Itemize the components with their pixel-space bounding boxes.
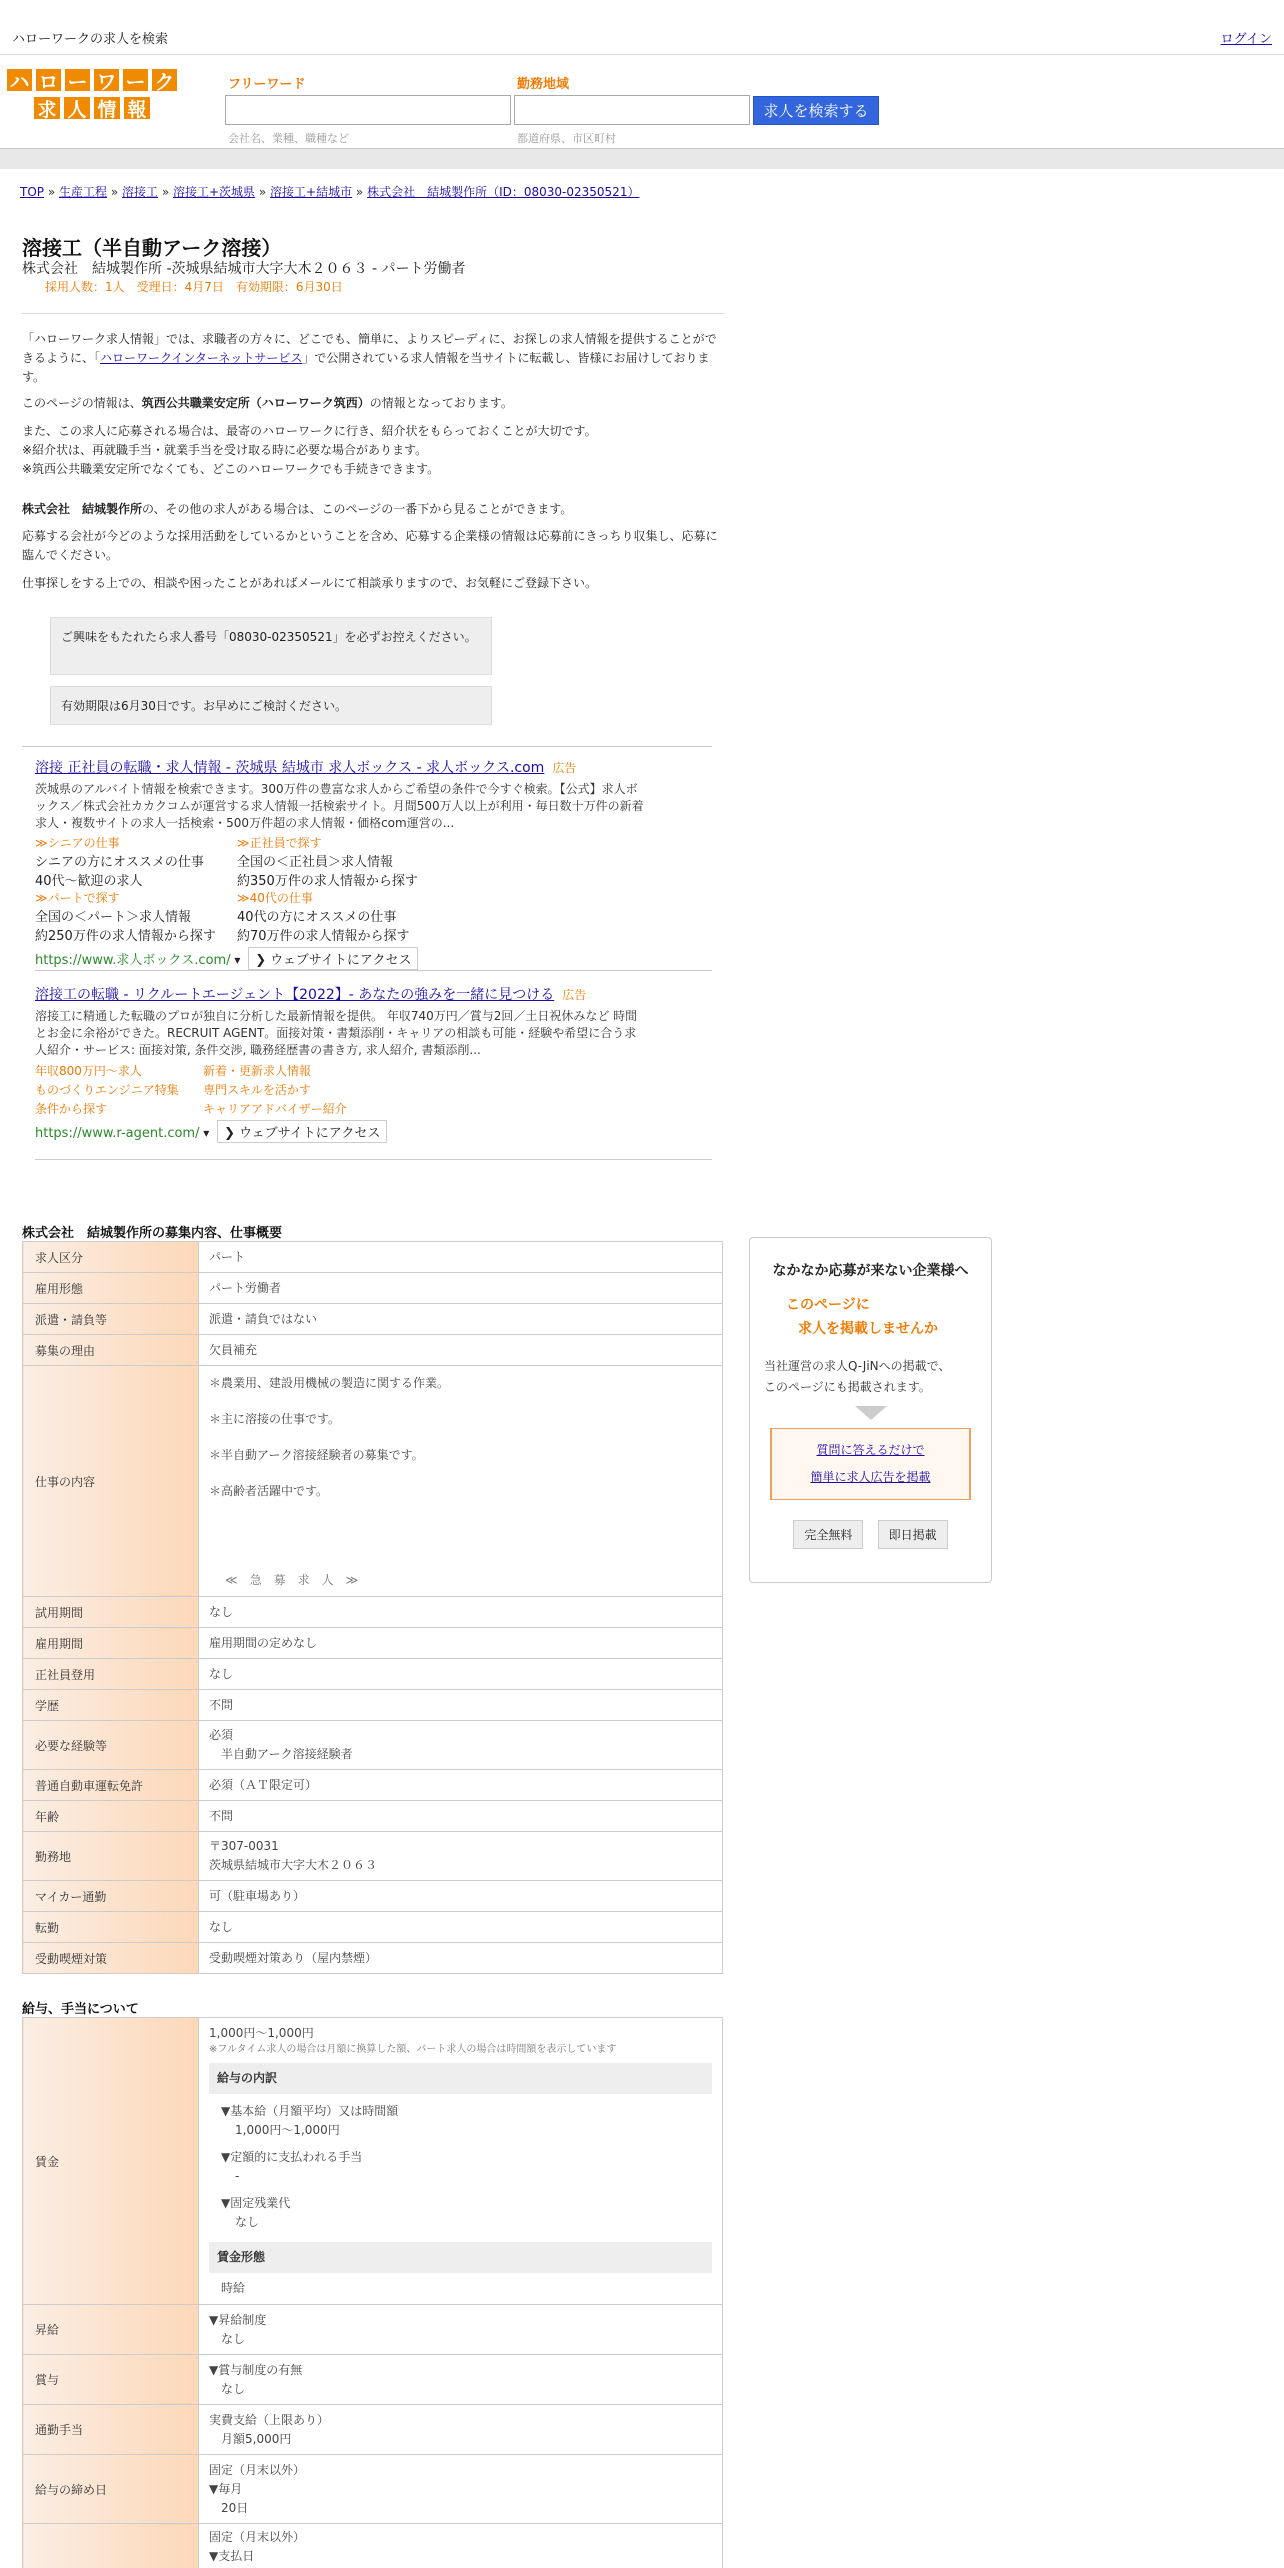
source-paragraph bbox=[22, 394, 722, 413]
row-label: 派遣・請負等 bbox=[23, 1304, 199, 1335]
ad-url[interactable]: https://www.r-agent.com/ bbox=[35, 1126, 200, 1141]
value-line: 固定（月末以外） bbox=[209, 2462, 306, 2477]
table-row bbox=[23, 1335, 723, 1366]
site-logo[interactable] bbox=[4, 67, 180, 127]
breadcrumb-category[interactable]: 生産工程 bbox=[59, 185, 108, 199]
row-label: 必要な経験等 bbox=[23, 1721, 199, 1770]
table-row bbox=[23, 1597, 723, 1628]
table-row bbox=[23, 1912, 723, 1943]
table-row bbox=[23, 2018, 723, 2305]
job-number-note: ご興味をもたれたら求人番号「08030-02350521」を必ずお控えください。 bbox=[50, 617, 492, 675]
ad-description: 茨城県のアルバイト情報を検索できます。300万件の豊富な求人からご希望の条件で今すぐ検索。【公式】求人ボックス／株式会社カカクコムが運営する求人情報一括検索サイト。月間500万人以上が利用・毎日数十万件の新着求人・複数サイトの求人一括検索・500万件超の求人情報・価格com運営の... bbox=[35, 782, 644, 830]
divider bbox=[22, 313, 725, 314]
advertise-pitch: 求人を掲載しませんか bbox=[798, 1321, 938, 1337]
header-divider bbox=[0, 148, 1284, 169]
logo-char: ー bbox=[63, 67, 92, 93]
row-label: 求人区分 bbox=[23, 1242, 199, 1273]
row-value: 派遣・請負ではない bbox=[199, 1304, 723, 1335]
salary-section-title: 給与、手当について bbox=[22, 2002, 139, 2017]
logo-char: ー bbox=[121, 67, 150, 93]
row-label: 普通自動車運転免許 bbox=[23, 1770, 199, 1801]
row-label: 賃金 bbox=[23, 2018, 199, 2305]
research-paragraph: 応募する会社が今どのような採用活動をしているかということを含め、応募する企業様の情報は応募前にきっちり収集し、応募に臨んでください。 bbox=[22, 529, 718, 562]
table-row bbox=[23, 2405, 723, 2455]
company-name: 株式会社 結城製作所 bbox=[22, 502, 143, 516]
ad-sitelink-desc: 約350万件の求人情報から探す bbox=[237, 874, 418, 889]
intro-text: 」で公開されている求人情報を当サイトに転載し、皆様にお届けしております。 bbox=[22, 351, 710, 384]
ad-sitelink-desc: 全国の＜正社員＞求人情報 bbox=[237, 855, 394, 870]
table-row bbox=[23, 1690, 723, 1721]
salary-item-value: なし bbox=[235, 2215, 260, 2229]
consult-paragraph: 仕事探しをする上での、相談や困ったことがあればメールにて相談承りますので、お気軽にご登録下さい。 bbox=[22, 576, 598, 590]
salary-item: ▼定額的に支払われる手当 bbox=[221, 2150, 363, 2164]
ad-block: 溶接 正社員の転職・求人情報 - 茨城県 結城市 求人ボックス - 求人ボックス.com 広告 茨城県のアルバイト情報を検索できます。300万件の豊富な求人からご希望の条件で今すぐ検索。【公式】求人ボックス／株式会社カカクコムが運営する求人情報一括検索サイト。月間500万人以上が利用・毎日数十万件の新着求人・複数サイトの求人一括検索・500万件超の求人情報・価格com運営の... ≫シニアの仕事 シニアの方にオススメの仕事 40代～歓迎の求人 ≫パートで探す 全国の＜パート＞求人情報 約250万件の求人情報から探す ≫正社員で探す 全国の＜正社員＞求人情報 約350万件の求人情報から探す ≫40代の仕事 40代の方にオススメの仕事 約70万件の求人情報から探す https://www.求人ボックス.com/ ▾ ❯ ウェブサイトにアクセス bbox=[35, 757, 725, 970]
table-row bbox=[23, 1304, 723, 1335]
value-line: なし bbox=[209, 2381, 246, 2396]
value-line: なし bbox=[209, 2331, 246, 2346]
row-label: 募集の理由 bbox=[23, 1335, 199, 1366]
logo-char: 求 bbox=[32, 95, 62, 121]
ad-visit-button[interactable]: ❯ ウェブサイトにアクセス bbox=[217, 1120, 387, 1143]
expiry-note: 有効期限は6月30日です。お早めにご検討ください。 bbox=[50, 686, 492, 725]
same-day-badge[interactable]: 即日掲載 bbox=[878, 1520, 948, 1549]
table-row bbox=[23, 2455, 723, 2524]
job-content-value bbox=[199, 1366, 723, 1597]
row-label: 給与の締め日 bbox=[23, 2455, 199, 2524]
ad-sitelink[interactable]: ≫シニアの仕事 bbox=[35, 836, 120, 850]
value-line: 必須 bbox=[209, 1728, 234, 1742]
ad-sitelink-desc: 40代～歓迎の求人 bbox=[35, 874, 143, 889]
urgent-label: ≪ 急 募 求 人 ≫ bbox=[225, 1573, 359, 1587]
application-notes bbox=[22, 422, 722, 479]
salary-item: ▼基本給（月額平均）又は時間額 bbox=[221, 2104, 399, 2118]
arrow-down-icon bbox=[855, 1406, 887, 1420]
intro-paragraph bbox=[22, 330, 722, 387]
row-value: 可（駐車場あり） bbox=[199, 1881, 723, 1912]
ad-sitelink-desc: シニアの方にオススメの仕事 bbox=[35, 855, 204, 870]
other-jobs-text: の、その他の求人がある場合は、このページの一番下から見ることができます。 bbox=[142, 502, 573, 516]
job-meta: 採用人数：1人 受理日：4月7日 有効期限：6月30日 bbox=[45, 280, 343, 294]
breadcrumb-company[interactable]: 株式会社 結城製作所（ID：08030-02350521） bbox=[367, 185, 640, 199]
page-title: 溶接工（半自動アーク溶接） bbox=[22, 236, 282, 260]
row-label: 正社員登用 bbox=[23, 1659, 199, 1690]
ad-link[interactable]: キャリアアドバイザー紹介 bbox=[203, 1102, 347, 1116]
salary-item-value: 1,000円〜1,000円 bbox=[235, 2123, 340, 2137]
value-line: 茨城県結城市大字大木２０６３ bbox=[209, 1858, 378, 1872]
row-value: 不問 bbox=[199, 1801, 723, 1832]
ad-sitelink-col bbox=[237, 834, 457, 944]
breadcrumb-city[interactable]: 溶接工+結城市 bbox=[270, 185, 353, 199]
freeword-hint: 会社名、業種、職種など bbox=[228, 132, 349, 145]
job-content-line: ＊半自動アーク溶接経験者の募集です。 bbox=[209, 1448, 424, 1462]
area-label: 勤務地域 bbox=[517, 77, 570, 92]
note-line: ※紹介状は、再就職手当・就業手当を受け取る時に必要な場合があります。 bbox=[22, 443, 428, 457]
job-content-line: ＊主に溶接の仕事です。 bbox=[209, 1412, 341, 1426]
row-label: 転勤 bbox=[23, 1912, 199, 1943]
ad-visit-label: ウェブサイトにアクセス bbox=[270, 953, 412, 968]
ad-link[interactable]: 専門スキルを活かす bbox=[203, 1083, 311, 1097]
job-subtitle: 株式会社 結城製作所 -茨城県結城市大字大木２０６３ - パート労働者 bbox=[22, 261, 466, 277]
value-line: ▼賞与制度の有無 bbox=[209, 2362, 303, 2377]
row-value: パート労働者 bbox=[199, 1273, 723, 1304]
ad-description: 溶接工に精通した転職のプロが独自に分析した最新情報を提供。 年収740万円／賞与2回／土日祝休みなど 時間とお金に余裕ができた。RECRUIT AGENT。面接対策・書類添削・キャリアの相談も可能・経験や希望に合う求人紹介・サービス: 面接対策, 条件交渉, 職務経歴書の書き方, 求人紹介, 書類添削... bbox=[35, 1009, 638, 1057]
table-row bbox=[23, 2524, 723, 2568]
table-row bbox=[23, 2305, 723, 2355]
row-value: なし bbox=[199, 1912, 723, 1943]
row-label: 仕事の内容 bbox=[23, 1366, 199, 1597]
row-label: 通勤手当 bbox=[23, 2405, 199, 2455]
ad-visit-label: ウェブサイトにアクセス bbox=[239, 1126, 381, 1141]
ad-links bbox=[35, 1062, 725, 1119]
row-value: 受動喫煙対策あり（屋内禁煙） bbox=[199, 1943, 723, 1974]
logo-char: ハ bbox=[5, 67, 34, 93]
ad-sitelink[interactable]: ≫正社員で探す bbox=[237, 836, 322, 850]
ad-sitelink-col bbox=[35, 834, 237, 944]
ad-link[interactable]: 条件から探す bbox=[35, 1102, 108, 1116]
row-label: 勤務地 bbox=[23, 1832, 199, 1881]
freeword-input[interactable] bbox=[225, 95, 511, 125]
hellowork-internet-link[interactable]: ハローワークインターネットサービス bbox=[100, 351, 303, 365]
row-label: 雇用期間 bbox=[23, 1628, 199, 1659]
salary-form-heading: 賃金形態 bbox=[209, 2242, 712, 2273]
advertise-heading: なかなか応募が来ない企業様へ bbox=[772, 1263, 969, 1279]
table-row bbox=[23, 1659, 723, 1690]
job-detail-table bbox=[22, 1241, 723, 1974]
advertise-links bbox=[770, 1428, 971, 1500]
ad-visit-button[interactable]: ❯ ウェブサイトにアクセス bbox=[248, 947, 418, 970]
divider bbox=[22, 746, 712, 747]
other-jobs-paragraph bbox=[22, 500, 722, 519]
row-value bbox=[199, 2405, 723, 2455]
ad-links-col bbox=[203, 1062, 403, 1119]
value-line: ▼昇給制度 bbox=[209, 2312, 267, 2327]
table-row bbox=[23, 1721, 723, 1770]
value-line: 月額5,000円 bbox=[209, 2431, 292, 2446]
ad-title-link[interactable]: 溶接工の転職 - リクルートエージェント【2022】- あなたの強みを一緒に見つける bbox=[35, 987, 555, 1003]
logo-char: 情 bbox=[92, 95, 122, 121]
table-row bbox=[23, 1242, 723, 1273]
salary-table bbox=[22, 2017, 723, 2568]
ad-link[interactable]: ものづくりエンジニア特集 bbox=[35, 1083, 179, 1097]
row-value: 不問 bbox=[199, 1690, 723, 1721]
breadcrumb-prefecture[interactable]: 溶接工+茨城県 bbox=[173, 185, 256, 199]
ad-sitelink-desc: 約250万件の求人情報から探す bbox=[35, 929, 216, 944]
row-value: パート bbox=[199, 1242, 723, 1273]
ad-title-link[interactable]: 溶接 正社員の転職・求人情報 - 茨城県 結城市 求人ボックス - 求人ボックス.com bbox=[35, 760, 545, 776]
row-value bbox=[199, 2355, 723, 2405]
detail-section-title: 株式会社 結城製作所の募集内容、仕事概要 bbox=[22, 1226, 283, 1241]
ad-sitelink-desc: 40代の方にオススメの仕事 bbox=[237, 910, 397, 925]
breadcrumb-top[interactable]: TOP bbox=[20, 185, 45, 199]
free-badge[interactable]: 完全無料 bbox=[793, 1520, 863, 1549]
logo-char: ロ bbox=[34, 67, 63, 93]
row-value bbox=[199, 2455, 723, 2524]
advertise-description-line: このページにも掲載されます。 bbox=[764, 1380, 931, 1394]
row-label: 学歴 bbox=[23, 1690, 199, 1721]
table-row bbox=[23, 1770, 723, 1801]
divider bbox=[35, 970, 712, 971]
ad-url[interactable]: https://www.求人ボックス.com/ bbox=[35, 953, 231, 968]
value-line: 実費支給（上限あり） bbox=[209, 2412, 330, 2427]
row-value bbox=[199, 2305, 723, 2355]
row-value: なし bbox=[199, 1597, 723, 1628]
table-row bbox=[23, 1881, 723, 1912]
table-row bbox=[23, 1832, 723, 1881]
job-content-line: ＊高齢者活躍中です。 bbox=[209, 1484, 329, 1498]
note-line: ※筑西公共職業安定所でなくても、どこのハローワークでも手続きできます。 bbox=[22, 462, 440, 476]
table-row bbox=[23, 1273, 723, 1304]
row-value bbox=[199, 2524, 723, 2568]
value-line: 半自動アーク溶接経験者 bbox=[209, 1747, 353, 1761]
advertise-description bbox=[764, 1356, 991, 1398]
ad-sitelink-desc: 約70万件の求人情報から探す bbox=[237, 929, 410, 944]
ad-link[interactable]: 新着・更新求人情報 bbox=[203, 1064, 312, 1078]
login-link[interactable]: ログイン bbox=[1220, 32, 1272, 47]
ad-block: 溶接工の転職 - リクルートエージェント【2022】- あなたの強みを一緒に見つける 広告 溶接工に精通した転職のプロが独自に分析した最新情報を提供。 年収740万円／賞与2回／土日祝休みなど 時間とお金に余裕ができた。RECRUIT AGENT。面接対策・書類添削・キャリアの相談も可能・経験や希望に合う求人紹介・サービス: 面接対策, 条件交渉, 職務経歴書の書き方, 求人紹介, 書類添削... 年収800万円～求人 ものづくりエンジニア特集 条件から探す 新着・更新求人情報 専門スキルを活かす キャリアアドバイザー紹介 https://www.r-agent.com/ ▾ ❯ ウェブサイトにアクセス bbox=[35, 984, 725, 1143]
logo-char: 人 bbox=[62, 95, 92, 121]
freeword-label: フリーワード bbox=[228, 77, 306, 92]
ad-links-col bbox=[35, 1062, 203, 1119]
row-value: なし bbox=[199, 1659, 723, 1690]
breadcrumb-job[interactable]: 溶接工 bbox=[122, 185, 159, 199]
row-value: 欠員補充 bbox=[199, 1335, 723, 1366]
value-line: 固定（月末以外） bbox=[209, 2530, 306, 2544]
row-value bbox=[199, 1832, 723, 1881]
ad-sitelink[interactable]: ≫40代の仕事 bbox=[237, 891, 313, 905]
ad-sitelinks bbox=[35, 834, 725, 944]
ad-sitelink[interactable]: ≫パートで探す bbox=[35, 891, 120, 905]
logo-char: ワ bbox=[92, 67, 121, 93]
advertise-description-line: 当社運営の求人Q-JiNへの掲載で、 bbox=[764, 1359, 951, 1373]
row-label: 年齢 bbox=[23, 1801, 199, 1832]
salary-breakdown-heading: 給与の内訳 bbox=[209, 2063, 712, 2094]
ad-tag: 広告 bbox=[552, 761, 577, 775]
intro-text: 「ハローワーク求人情報」では、求職者の方々に、どこでも、簡単に、よりスピーディに、お探しの求人情報を提供することができるように、「 bbox=[22, 332, 717, 365]
divider bbox=[35, 1159, 712, 1160]
salary-item: ▼固定残業代 bbox=[221, 2196, 291, 2210]
table-row bbox=[23, 1801, 723, 1832]
row-label: 試用期間 bbox=[23, 1597, 199, 1628]
row-label: 受動喫煙対策 bbox=[23, 1943, 199, 1974]
row-label: 雇用形態 bbox=[23, 1273, 199, 1304]
source-text: このページの情報は、 bbox=[22, 396, 142, 410]
salary-value bbox=[199, 2018, 723, 2305]
value-line: 〒307-0031 bbox=[209, 1839, 279, 1853]
row-label: マイカー通勤 bbox=[23, 1881, 199, 1912]
logo-char: ク bbox=[150, 67, 179, 93]
advertise-badges bbox=[750, 1520, 991, 1549]
salary-range: 1,000円〜1,000円 bbox=[209, 2026, 314, 2040]
advertise-box bbox=[749, 1237, 992, 1583]
job-content-line: ＊農業用、建設用機械の製造に関する作業。 bbox=[209, 1376, 450, 1390]
value-line: ▼毎月 bbox=[209, 2481, 243, 2496]
search-button[interactable]: 求人を検索する bbox=[753, 96, 879, 125]
salary-form-value: 時給 bbox=[221, 2281, 246, 2295]
logo-char: 報 bbox=[122, 95, 152, 121]
area-hint: 都道府県、市区町村 bbox=[517, 132, 616, 145]
ad-sitelink-desc: 全国の＜パート＞求人情報 bbox=[35, 910, 192, 925]
salary-note: ※フルタイム求人の場合は月額に換算した額、パート求人の場合は時間額を表示しています bbox=[209, 2044, 617, 2055]
site-name: ハローワークの求人を検索 bbox=[12, 32, 169, 47]
area-input[interactable] bbox=[514, 95, 750, 125]
table-row bbox=[23, 1628, 723, 1659]
ad-tag: 広告 bbox=[562, 988, 587, 1002]
row-value: 必須（ＡＴ限定可） bbox=[199, 1770, 723, 1801]
source-office: 筑西公共職業安定所（ハローワーク筑西） bbox=[141, 396, 370, 410]
note-line: また、この求人に応募される場合は、最寄のハローワークに行き、紹介状をもらっておくことが大切です。 bbox=[22, 424, 597, 438]
value-line: ▼支払日 bbox=[209, 2549, 255, 2563]
source-text: の情報となっております。 bbox=[369, 396, 513, 410]
advertise-link[interactable]: 質問に答えるだけで bbox=[816, 1443, 925, 1457]
row-value: 雇用期間の定めなし bbox=[199, 1628, 723, 1659]
value-line: 20日 bbox=[209, 2500, 249, 2515]
salary-item-value: - bbox=[235, 2169, 240, 2183]
row-value bbox=[199, 1721, 723, 1770]
row-label bbox=[23, 2524, 199, 2568]
advertise-pitch: このページに bbox=[786, 1297, 870, 1313]
table-row bbox=[23, 1943, 723, 1974]
advertise-link[interactable]: 簡単に求人広告を掲載 bbox=[810, 1470, 931, 1484]
breadcrumb: TOP » 生産工程 » 溶接工 » 溶接工+茨城県 » 溶接工+結城市 » 株式会社 結城製作所（ID：08030-02350521） bbox=[20, 185, 640, 199]
row-label: 昇給 bbox=[23, 2305, 199, 2355]
row-label: 賞与 bbox=[23, 2355, 199, 2405]
table-row bbox=[23, 2355, 723, 2405]
table-row bbox=[23, 1366, 723, 1597]
top-bar bbox=[0, 0, 1284, 55]
ad-link[interactable]: 年収800万円～求人 bbox=[35, 1064, 142, 1078]
